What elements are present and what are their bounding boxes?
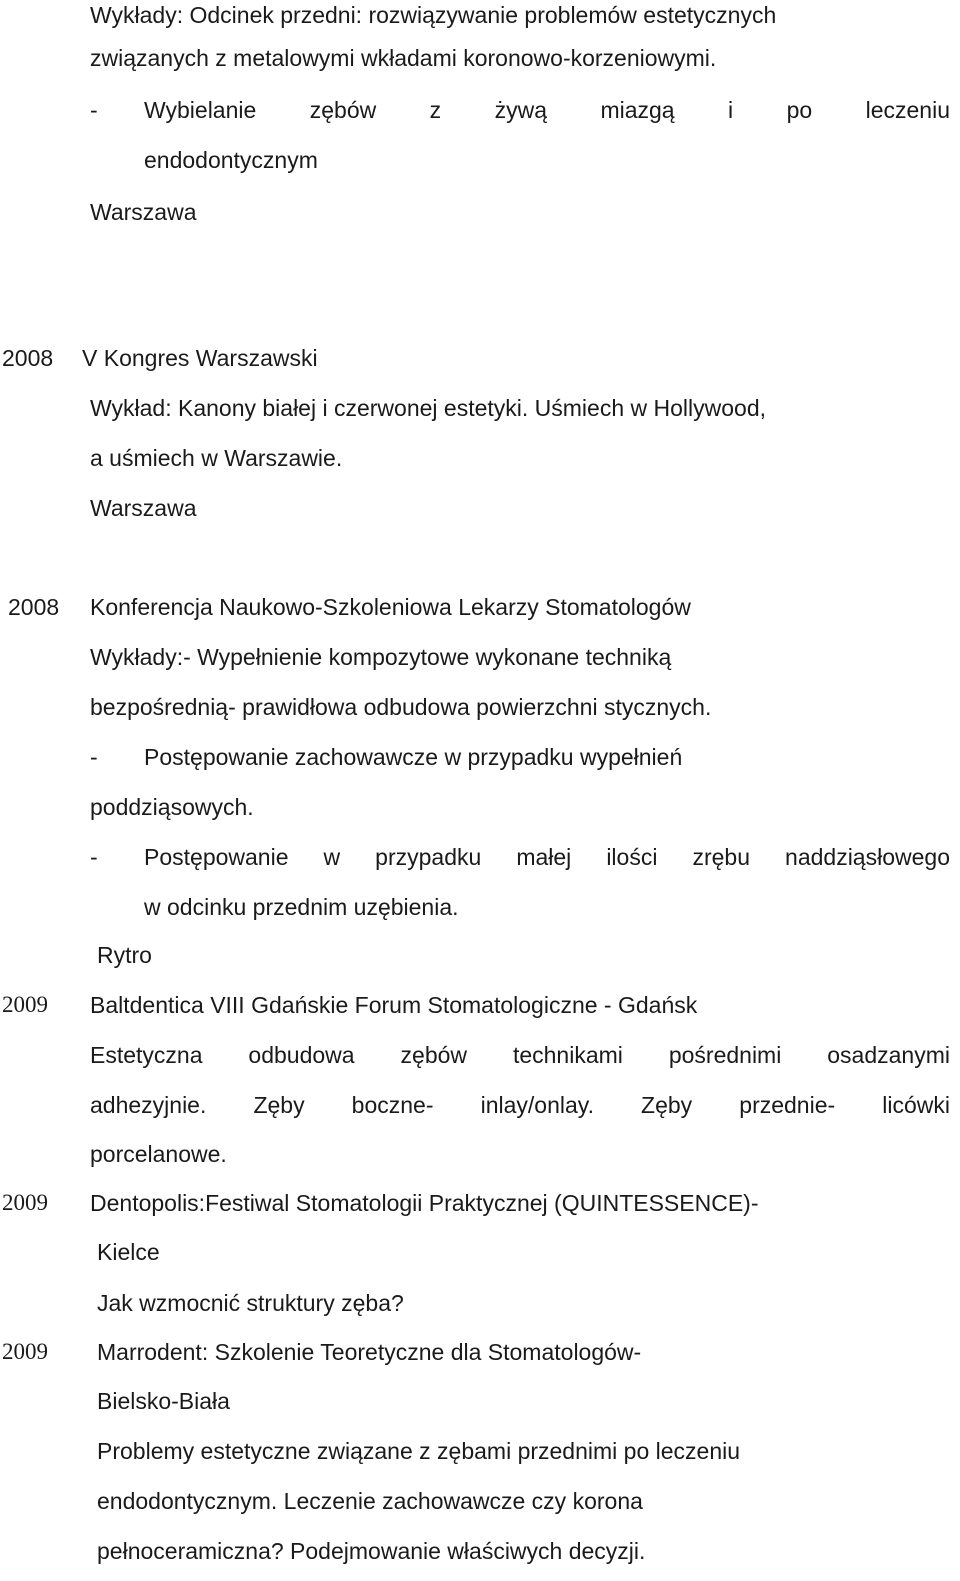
lecture-text-line: Wykłady: Odcinek przedni: rozwiązywanie problemów estetycznych: [90, 2, 777, 28]
lecture-text-line: bezpośrednią- prawidłowa odbudowa powierzchni stycznych.: [90, 694, 712, 720]
event-title: Baltdentica VIII Gdańskie Forum Stomatologiczne - Gdańsk: [90, 992, 698, 1018]
lecture-text-line: porcelanowe.: [90, 1141, 227, 1167]
event-title: Dentopolis:Festiwal Stomatologii Praktycznej (QUINTESSENCE)-: [90, 1190, 759, 1216]
lecture-text-line: a uśmiech w Warszawie.: [90, 445, 343, 471]
lecture-text-line: Wykłady:- Wypełnienie kompozytowe wykonane techniką: [90, 644, 672, 670]
location-text: Rytro: [97, 942, 152, 968]
lecture-text-line: adhezyjnie. Zęby boczne- inlay/onlay. Zęby przednie- licówki: [90, 1092, 950, 1118]
year-label: 2009: [2, 1339, 48, 1364]
lecture-text-line: poddziąsowych.: [90, 794, 254, 820]
event-title: Marrodent: Szkolenie Teoretyczne dla Stomatologów-: [97, 1339, 642, 1365]
lecture-text-line: Problemy estetyczne związane z zębami przednimi po leczeniu: [97, 1438, 741, 1464]
lecture-text-line: związanych z metalowymi wkładami koronowo-korzeniowymi.: [90, 45, 717, 71]
lecture-text-line: Postępowanie zachowawcze w przypadku wypełnień: [144, 744, 683, 770]
bullet-dash: -: [90, 97, 98, 123]
location-text: Warszawa: [90, 199, 197, 225]
year-label: 2008: [8, 594, 60, 620]
event-title: V Kongres Warszawski: [82, 345, 318, 371]
event-title-continuation: Bielsko-Biała: [97, 1388, 230, 1414]
lecture-text-line: Jak wzmocnić struktury zęba?: [97, 1290, 404, 1316]
event-title-continuation: Kielce: [97, 1239, 160, 1265]
bullet-dash: -: [90, 744, 98, 770]
lecture-text-line: Postępowanie w przypadku małej ilości zrębu naddziąsłowego: [144, 844, 950, 870]
year-label: 2009: [2, 1190, 48, 1215]
location-text: Warszawa: [90, 495, 197, 521]
lecture-text-line: Wybielanie zębów z żywą miazgą i po leczeniu: [144, 97, 950, 123]
event-title: Konferencja Naukowo-Szkoleniowa Lekarzy Stomatologów: [90, 594, 691, 620]
year-label: 2009: [2, 992, 48, 1017]
lecture-text-line: endodontycznym. Leczenie zachowawcze czy korona: [97, 1488, 643, 1514]
year-label: 2008: [2, 345, 54, 371]
lecture-text-line: endodontycznym: [144, 147, 318, 173]
lecture-text-line: Wykład: Kanony białej i czerwonej estetyki. Uśmiech w Hollywood,: [90, 395, 767, 421]
bullet-dash: -: [90, 844, 98, 870]
lecture-text-line: pełnoceramiczna? Podejmowanie właściwych decyzji.: [97, 1538, 646, 1564]
lecture-text-line: Estetyczna odbudowa zębów technikami pośrednimi osadzanymi: [90, 1042, 950, 1068]
lecture-text-line: w odcinku przednim uzębienia.: [144, 894, 459, 920]
